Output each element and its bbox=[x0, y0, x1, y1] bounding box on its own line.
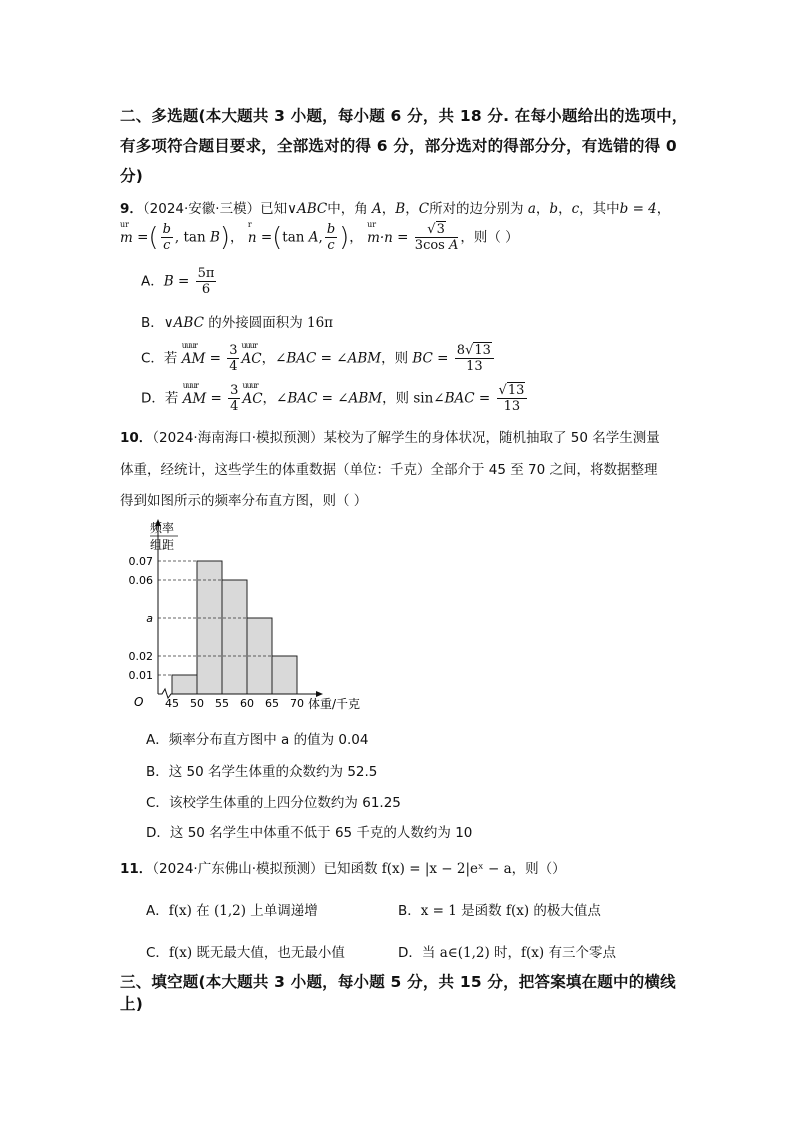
q10-source: （2024·海南海口·模拟预测） bbox=[152, 430, 324, 446]
q11-stem-text: 已知函数 f(x) = |x − 2|eˣ − a，则（） bbox=[323, 861, 566, 877]
y-axis-label-top: 频率 bbox=[150, 521, 175, 535]
q9-option-d: D．若 uuur AM = $\frac{3}{4}$ uuur AC，∠BAC = ∠ABM，则 sin∠BAC = $\frac{√13}{13}$ bbox=[141, 383, 529, 414]
q9-b-value: b = 4 bbox=[619, 201, 657, 217]
q10-option-a-text: 频率分布直方图中 a 的值为 0.04 bbox=[168, 732, 369, 748]
vector-m: ur m bbox=[120, 230, 133, 246]
histogram-bar bbox=[272, 656, 297, 694]
q11-option-c-text: f(x) 既无最大值，也无最小值 bbox=[168, 945, 345, 961]
q10-stem-line1 bbox=[120, 426, 660, 446]
q10-option-d: D．这 50 名学生中体重不低于 65 千克的人数约为 10 bbox=[146, 825, 473, 841]
histogram-bar bbox=[172, 675, 197, 694]
q9-stem-b: 中，角 bbox=[327, 201, 368, 217]
section2-heading-line2: 有多项符合题目要求，全部选对的得 6 分，部分选对的得部分分，有选错的得 0 bbox=[120, 137, 677, 155]
q11-option-c: C．f(x) 既无最大值，也无最小值 bbox=[146, 945, 345, 961]
section3-heading-line1: 三、填空题(本大题共 3 小题，每小题 5 分，共 15 分，把答案填在题中的横线 bbox=[120, 973, 676, 991]
origin-label: O bbox=[134, 695, 144, 709]
q11-number: 11． bbox=[120, 861, 153, 877]
y-tick-label: 0.01 bbox=[128, 669, 153, 682]
q9-vectors: ur m =( $\frac{b}{c}$ , tan B)， r n =(tan A, $\frac{b}{c}$ )， ur m·n = $\frac{√3}{\text{3cos A}}$ ，则（ ） bbox=[120, 222, 519, 253]
q10-option-b-text: 这 50 名学生体重的众数约为 52.5 bbox=[168, 764, 378, 780]
section3-heading-line2: 上) bbox=[120, 995, 143, 1013]
q10-option-c-text: 该校学生体重的上四分位数约为 61.25 bbox=[168, 795, 401, 811]
q9-option-c: C．若 uuur AM = $\frac{3}{4}$ uuur AC，∠BAC = ∠ABM，则 BC = $\frac{8√13}{13}$ bbox=[141, 343, 496, 374]
x-tick-label: 55 bbox=[215, 697, 229, 710]
q9-stem-d: ，其中 bbox=[579, 201, 620, 217]
histogram-bar bbox=[197, 561, 222, 694]
q10-stem-line2: 体重，经统计，这些学生的体重数据（单位：千克）全部介于 45 至 70 之间，将数据整理 bbox=[120, 462, 658, 478]
frequency-histogram bbox=[120, 516, 360, 716]
q10-option-a: A．频率分布直方图中 a 的值为 0.04 bbox=[146, 732, 369, 748]
q9-source: （2024·安徽·三模） bbox=[142, 201, 261, 217]
y-tick-label: a bbox=[146, 612, 153, 625]
y-tick-label: 0.07 bbox=[128, 555, 153, 568]
q11-source: （2024·广东佛山·模拟预测） bbox=[152, 861, 324, 877]
q10-option-b: B．这 50 名学生体重的众数约为 52.5 bbox=[146, 764, 378, 780]
x-tick-label: 60 bbox=[240, 697, 254, 710]
x-tick-label: 70 bbox=[290, 697, 304, 710]
q9-option-b: B．∨ABC 的外接圆面积为 16π bbox=[141, 315, 334, 331]
q9-ask: ，则（ ） bbox=[460, 229, 519, 246]
q10-option-d-text: 这 50 名学生中体重不低于 65 千克的人数约为 10 bbox=[169, 825, 473, 841]
q11-option-d: D．当 a∈(1,2) 时，f(x) 有三个零点 bbox=[398, 945, 616, 961]
x-tick-label: 50 bbox=[190, 697, 204, 710]
x-tick-label: 45 bbox=[165, 697, 179, 710]
q10-option-c: C．该校学生体重的上四分位数约为 61.25 bbox=[146, 795, 401, 811]
y-tick-label: 0.06 bbox=[128, 574, 153, 587]
q11-stem bbox=[120, 857, 566, 877]
q9-stem: 9．（2024·安徽·三模）已知∨ABC中，角 A，B，C所对的边分别为 a，b，c，其中b = 4， bbox=[120, 201, 671, 217]
x-axis-label: 体重/千克 bbox=[308, 697, 360, 711]
q11-option-b-text: x = 1 是函数 f(x) 的极大值点 bbox=[420, 903, 601, 919]
y-axis-label-bottom: 组距 bbox=[150, 538, 175, 552]
q9-triangle: ∨ABC bbox=[287, 201, 328, 217]
q10-line1: 某校为了解学生的身体状况，随机抽取了 50 名学生测量 bbox=[323, 430, 660, 446]
q10-stem-line3: 得到如图所示的频率分布直方图，则（ ） bbox=[120, 493, 368, 509]
q11-option-a-text: f(x) 在 (1,2) 上单调递增 bbox=[168, 903, 318, 919]
histogram-bar bbox=[222, 580, 247, 694]
q11-option-a: A．f(x) 在 (1,2) 上单调递增 bbox=[146, 903, 318, 919]
section2-heading-line3: 分) bbox=[120, 167, 143, 185]
q9-number: 9． bbox=[120, 201, 143, 217]
q9-stem-c: 所对的边分别为 bbox=[429, 201, 524, 217]
q9-stem-a: 已知 bbox=[260, 201, 288, 217]
q11-option-d-text: 当 a∈(1,2) 时，f(x) 有三个零点 bbox=[421, 945, 616, 961]
q9-option-a: A．B = $\frac{5\pi}{6}$ bbox=[141, 266, 215, 297]
x-tick-label: 65 bbox=[265, 697, 279, 710]
q11-option-b: B．x = 1 是函数 f(x) 的极大值点 bbox=[398, 903, 601, 919]
vector-n: r n bbox=[248, 230, 257, 246]
q10-number: 10． bbox=[120, 430, 153, 446]
section2-heading-line1: 二、多选题(本大题共 3 小题，每小题 6 分，共 18 分. 在每小题给出的选项中， bbox=[120, 107, 688, 125]
y-tick-label: 0.02 bbox=[128, 650, 153, 663]
